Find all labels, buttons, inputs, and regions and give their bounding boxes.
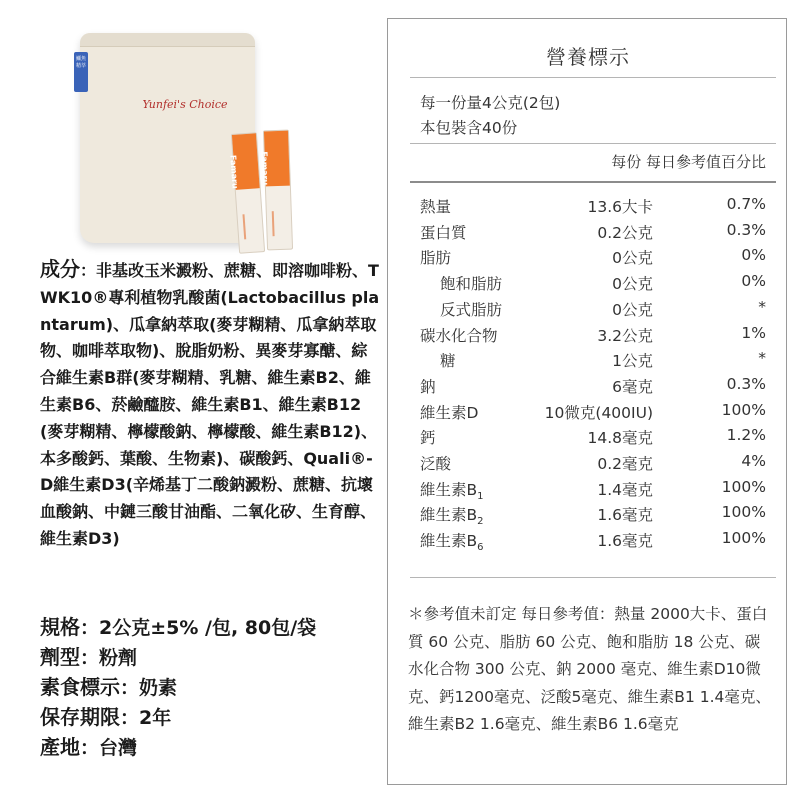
spec-line: 劑型：粉劑 [40, 645, 138, 669]
ingredients-label: 成分 [40, 257, 80, 281]
nutrient-daily-value: 100% [721, 503, 766, 522]
nutrition-row [388, 452, 788, 477]
nutrient-subscript: 6 [477, 542, 484, 554]
nutrition-row [388, 375, 788, 400]
nutrition-title: 營養標示 [546, 45, 630, 69]
servings-per-pack: 本包裝含40份 [420, 119, 518, 137]
nutrient-name: 維生素D [420, 403, 479, 422]
divider [410, 143, 776, 144]
nutrient-subscript: 2 [477, 516, 484, 528]
nutrient-name: 蛋白質 [420, 223, 467, 242]
divider [410, 181, 776, 183]
nutrient-name: 熱量 [420, 198, 452, 216]
nutrient-amount: 6毫克 [612, 377, 653, 396]
nutrient-daily-value: 4% [741, 452, 766, 470]
spec-line: 保存期限：2年 [40, 705, 172, 729]
nutrient-name: 反式脂肪 [440, 300, 503, 319]
nutrient-name: 泛酸 [420, 455, 452, 473]
nutrient-daily-value: 0.3% [726, 220, 766, 239]
nutrient-amount: 0.2毫克 [597, 455, 653, 473]
nutrient-amount: 1公克 [612, 352, 653, 371]
nutrient-amount: 14.8毫克 [587, 429, 653, 448]
pouch-zipper [80, 33, 255, 47]
nutrient-daily-value: * [758, 349, 766, 368]
nutrient-daily-value: 0% [741, 272, 766, 291]
nutrition-facts-panel [387, 18, 787, 785]
nutrient-name: 鈉 [420, 377, 436, 396]
nutrient-amount: 0公克 [612, 300, 653, 319]
spec-line: 產地：台灣 [40, 735, 138, 759]
daily-value-footnote: ＊參考值未訂定 每日參考值：熱量 2000大卡、蛋白質 60 公克、脂肪 60 公克、飽和脂肪 18 公克、碳水化合物 300 公克、鈉 2000 毫克、維生素D10微克、鈣1200毫克、泛酸5毫克、維生素B1 1.4毫克、維生素B2 1.6毫克、維生素B6 1.6毫克 [408, 605, 771, 733]
nutrition-row [388, 298, 788, 323]
nutrient-name-text: 維生素B [420, 480, 478, 499]
spec-line: 規格：2公克±5% /包, 80包/袋 [40, 615, 317, 639]
nutrient-amount: 3.2公克 [597, 326, 653, 345]
nutrition-row [388, 478, 788, 503]
stick-pack: Famaru [231, 132, 265, 254]
pouch-brand-logo: Yunfei's Choice [142, 98, 228, 111]
nutrition-row [388, 324, 788, 349]
nutrient-daily-value: 100% [721, 477, 766, 496]
nutrient-name-text: 維生素B [420, 506, 478, 525]
nutrient-daily-value: 100% [721, 400, 766, 419]
nutrient-daily-value: 0% [741, 246, 766, 265]
pouch-tag: 鱷魚精萃 [74, 52, 88, 92]
nutrient-name: 碳水化合物 [420, 326, 498, 345]
product-pouch [80, 33, 255, 243]
nutrient-daily-value: 100% [721, 529, 766, 548]
nutrient-name: 飽和脂肪 [440, 275, 503, 294]
product-image [60, 18, 310, 248]
ingredients-list: ：非基改玉米澱粉、蔗糖、即溶咖啡粉、TWK10®專利植物乳酸菌(Lactobacillus plantarum)、瓜拿納萃取(麥芽糊精、瓜拿納萃取物、咖啡萃取物)、脫脂奶粉、異麥芽寡醣、綜合維生素B群(麥芽糊精、乳糖、維生素B2、維生素B6、菸鹼醯胺、維生素B1、維生素B12(麥芽糊精、檸檬酸鈉、檸檬酸、維生素B12)、本多酸鈣、葉酸、生物素)、碳酸鈣、Quali®-D維生素D3(辛烯基丁二酸鈉澱粉、蔗糖、抗壞血酸鈉、中鏈三酸甘油酯、二氧化矽、生育醇、維生素D3) [40, 261, 380, 548]
nutrient-amount: 13.6大卡 [587, 198, 653, 216]
nutrient-name [420, 503, 484, 527]
nutrient-amount: 0公克 [612, 275, 653, 294]
nutrient-amount: 1.6毫克 [597, 506, 653, 525]
nutrition-row [388, 246, 788, 271]
column-header: 每份 每日參考值百分比 [611, 153, 766, 171]
divider [410, 77, 776, 78]
nutrient-daily-value: * [758, 297, 766, 316]
nutrient-name: 鈣 [420, 429, 436, 448]
serving-size: 每一份量4公克(2包) [420, 94, 561, 112]
ingredients-text [40, 256, 380, 553]
nutrition-row [388, 503, 788, 528]
product-specs [40, 612, 385, 762]
nutrient-daily-value: 0.3% [726, 374, 766, 393]
nutrition-row [388, 272, 788, 297]
nutrient-daily-value: 1% [741, 323, 766, 342]
stick-pack: Famaru [263, 130, 293, 251]
nutrient-amount: 0公克 [612, 249, 653, 268]
nutrient-subscript: 1 [477, 490, 484, 502]
nutrient-amount: 10微克(400IU) [544, 403, 653, 422]
nutrition-row [388, 426, 788, 451]
nutrient-name: 脂肪 [420, 249, 452, 268]
nutrient-amount: 1.6毫克 [597, 532, 653, 551]
nutrient-daily-value: 1.2% [726, 426, 766, 445]
nutrient-daily-value: 0.7% [726, 195, 766, 213]
nutrient-name: 糖 [440, 352, 456, 371]
nutrient-name [420, 478, 484, 502]
nutrient-name-text: 維生素B [420, 532, 478, 551]
nutrition-row [388, 401, 788, 426]
nutrient-amount: 1.4毫克 [597, 480, 653, 499]
spec-line: 素食標示：奶素 [40, 675, 178, 699]
nutrient-name [420, 529, 484, 553]
nutrition-row [388, 221, 788, 246]
nutrition-row [388, 529, 788, 554]
nutrient-amount: 0.2公克 [597, 223, 653, 242]
nutrition-row [388, 349, 788, 374]
nutrition-row [388, 195, 788, 220]
divider [410, 577, 776, 578]
